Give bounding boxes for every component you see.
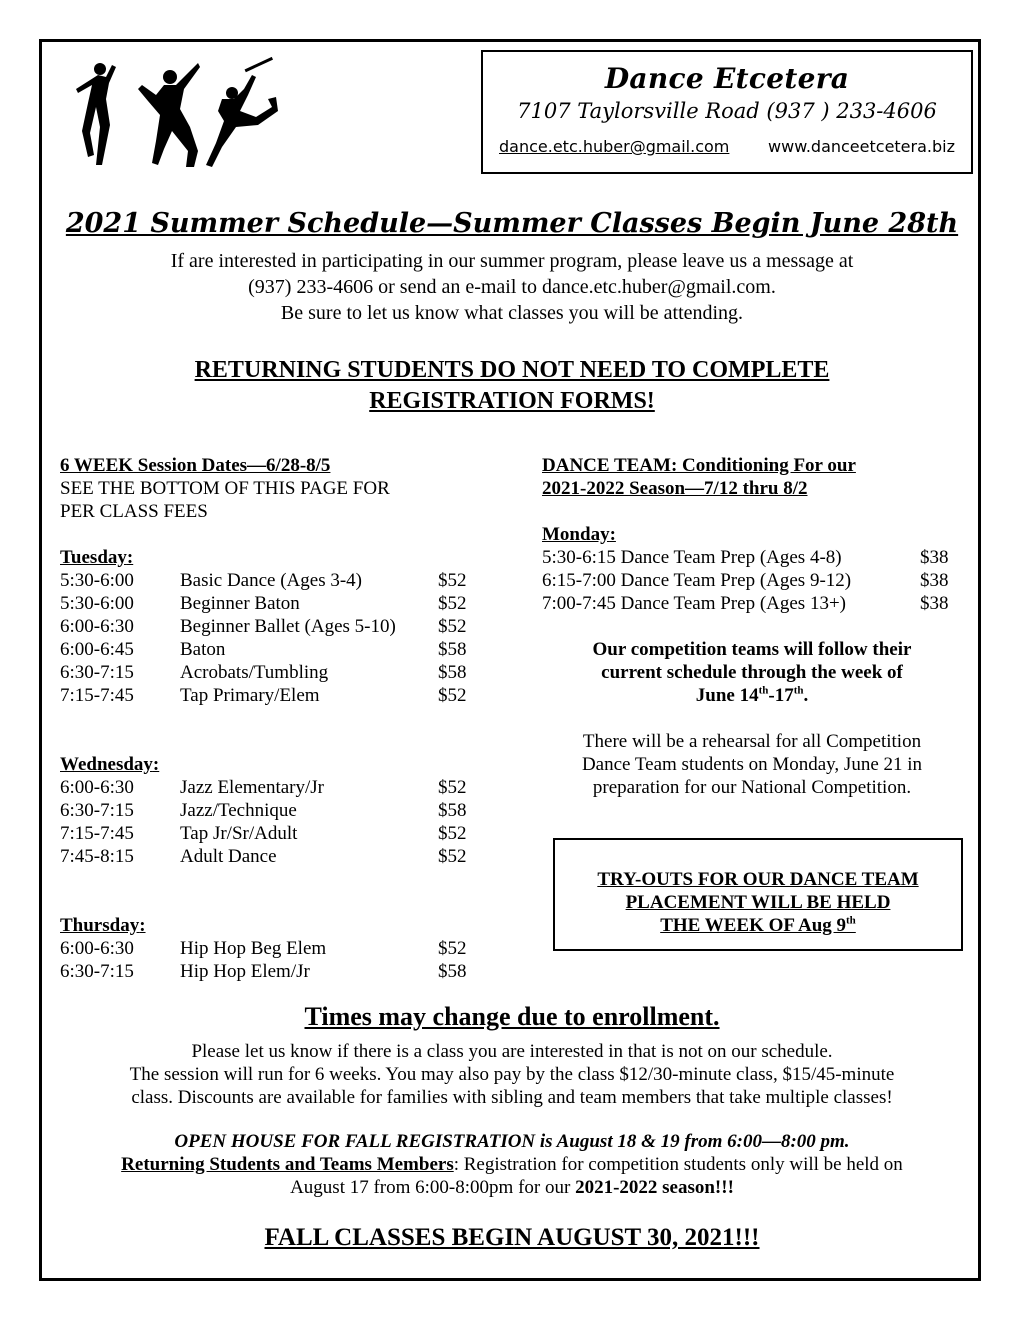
registration-date: August 17 from 6:00-8:00pm for our 2021-2022 season!!! [290, 1177, 734, 1198]
class-row: 6:00-6:30 Hip Hop Beg Elem $52 [60, 938, 467, 959]
returning-line: REGISTRATION FORMS! [369, 388, 655, 414]
team-class-row: 7:00-7:45 Dance Team Prep (Ages 13+) $38 [542, 593, 949, 614]
address: 7107 Taylorsville Road (937 ) 233-4606 [517, 99, 937, 123]
email-link[interactable]: dance.etc.huber@gmail.com [499, 137, 730, 156]
notes-text: Please let us know if there is a class you are interested in that is not on our schedule. The session will run for 6 weeks. You may also pay by the class $12/30-minute class, $15/45-minute class. Discounts are available for families with sibling and team members that take multiple classes! [129, 1041, 895, 1108]
schedule-title: 2021 Summer Schedule—Summer Classes Begin June 28th [65, 208, 959, 239]
tryouts-box [553, 838, 963, 951]
dance-team-column [542, 454, 962, 799]
dance-team-season: 2021-2022 Season—7/12 thru 8/2 [542, 478, 808, 499]
returning-students-notice [120, 355, 904, 417]
day-tuesday: Tuesday: [60, 547, 134, 568]
open-house-title: OPEN HOUSE FOR FALL REGISTRATION is August 18 & 19 from 6:00—8:00 pm. [174, 1131, 850, 1152]
team-class-row: 5:30-6:15 Dance Team Prep (Ages 4-8) $38 [542, 547, 949, 568]
session-note: SEE THE BOTTOM OF THIS PAGE FOR [60, 478, 390, 499]
class-row: 6:00-6:45 Baton $58 [60, 639, 467, 660]
tryouts-line: THE WEEK OF Aug 9th [660, 914, 856, 936]
tryouts-line: PLACEMENT WILL BE HELD [625, 892, 891, 913]
summer-classes-column [60, 454, 500, 983]
intro-text [100, 248, 924, 326]
intro-line: If are interested in participating in our summer program, please leave us a message at [170, 250, 854, 272]
tryouts-line: TRY-OUTS FOR OUR DANCE TEAM [597, 869, 919, 890]
session-dates: 6 WEEK Session Dates—6/28-8/5 [60, 455, 331, 476]
day-monday: Monday: [542, 524, 616, 545]
intro-line: (937) 233-4606 or send an e-mail to dance.etc.huber@gmail.com. [248, 276, 776, 298]
class-row: 7:15-7:45 Tap Primary/Elem $52 [60, 685, 467, 706]
class-row: 6:00-6:30 Jazz Elementary/Jr $52 [60, 777, 467, 798]
times-change-heading: Times may change due to enrollment. [304, 1002, 720, 1031]
returning-line: RETURNING STUDENTS DO NOT NEED TO COMPLETE [194, 357, 830, 383]
team-class-row: 6:15-7:00 Dance Team Prep (Ages 9-12) $38 [542, 570, 949, 591]
class-row: 6:30-7:15 Acrobats/Tumbling $58 [60, 662, 467, 683]
class-row: 7:15-7:45 Tap Jr/Sr/Adult $52 [60, 823, 467, 844]
website-link[interactable]: www.danceetcetera.biz [768, 137, 955, 156]
contact-row [483, 137, 971, 156]
class-row: 5:30-6:00 Beginner Baton $52 [60, 593, 467, 614]
class-row: 6:00-6:30 Beginner Ballet (Ages 5-10) $52 [60, 616, 467, 637]
fall-classes-heading: FALL CLASSES BEGIN AUGUST 30, 2021!!! [264, 1224, 760, 1251]
header-box [481, 50, 973, 174]
session-note: PER CLASS FEES [60, 501, 208, 522]
brand-name: Dance Etcetera [604, 62, 850, 95]
day-wednesday: Wednesday: [60, 754, 160, 775]
dancer-silhouettes-icon [72, 55, 282, 175]
class-row: 5:30-6:00 Basic Dance (Ages 3-4) $52 [60, 570, 467, 591]
competition-notice: Our competition teams will follow their current schedule through the week of June 14th-17th. [592, 639, 912, 706]
class-row: 7:45-8:15 Adult Dance $52 [60, 846, 467, 867]
rehearsal-notice: There will be a rehearsal for all Competition Dance Team students on Monday, June 21 in preparation for our National Competition. [581, 731, 923, 798]
class-row: 6:30-7:15 Jazz/Technique $58 [60, 800, 467, 821]
returning-registration: Returning Students and Teams Members: Registration for competition students only will be held on [121, 1154, 903, 1175]
intro-line: Be sure to let us know what classes you will be attending. [280, 302, 744, 324]
day-thursday: Thursday: [60, 915, 146, 936]
class-row: 6:30-7:15 Hip Hop Elem/Jr $58 [60, 961, 467, 982]
open-house-section [60, 1130, 964, 1199]
dance-team-title: DANCE TEAM: Conditioning For our [542, 455, 856, 476]
